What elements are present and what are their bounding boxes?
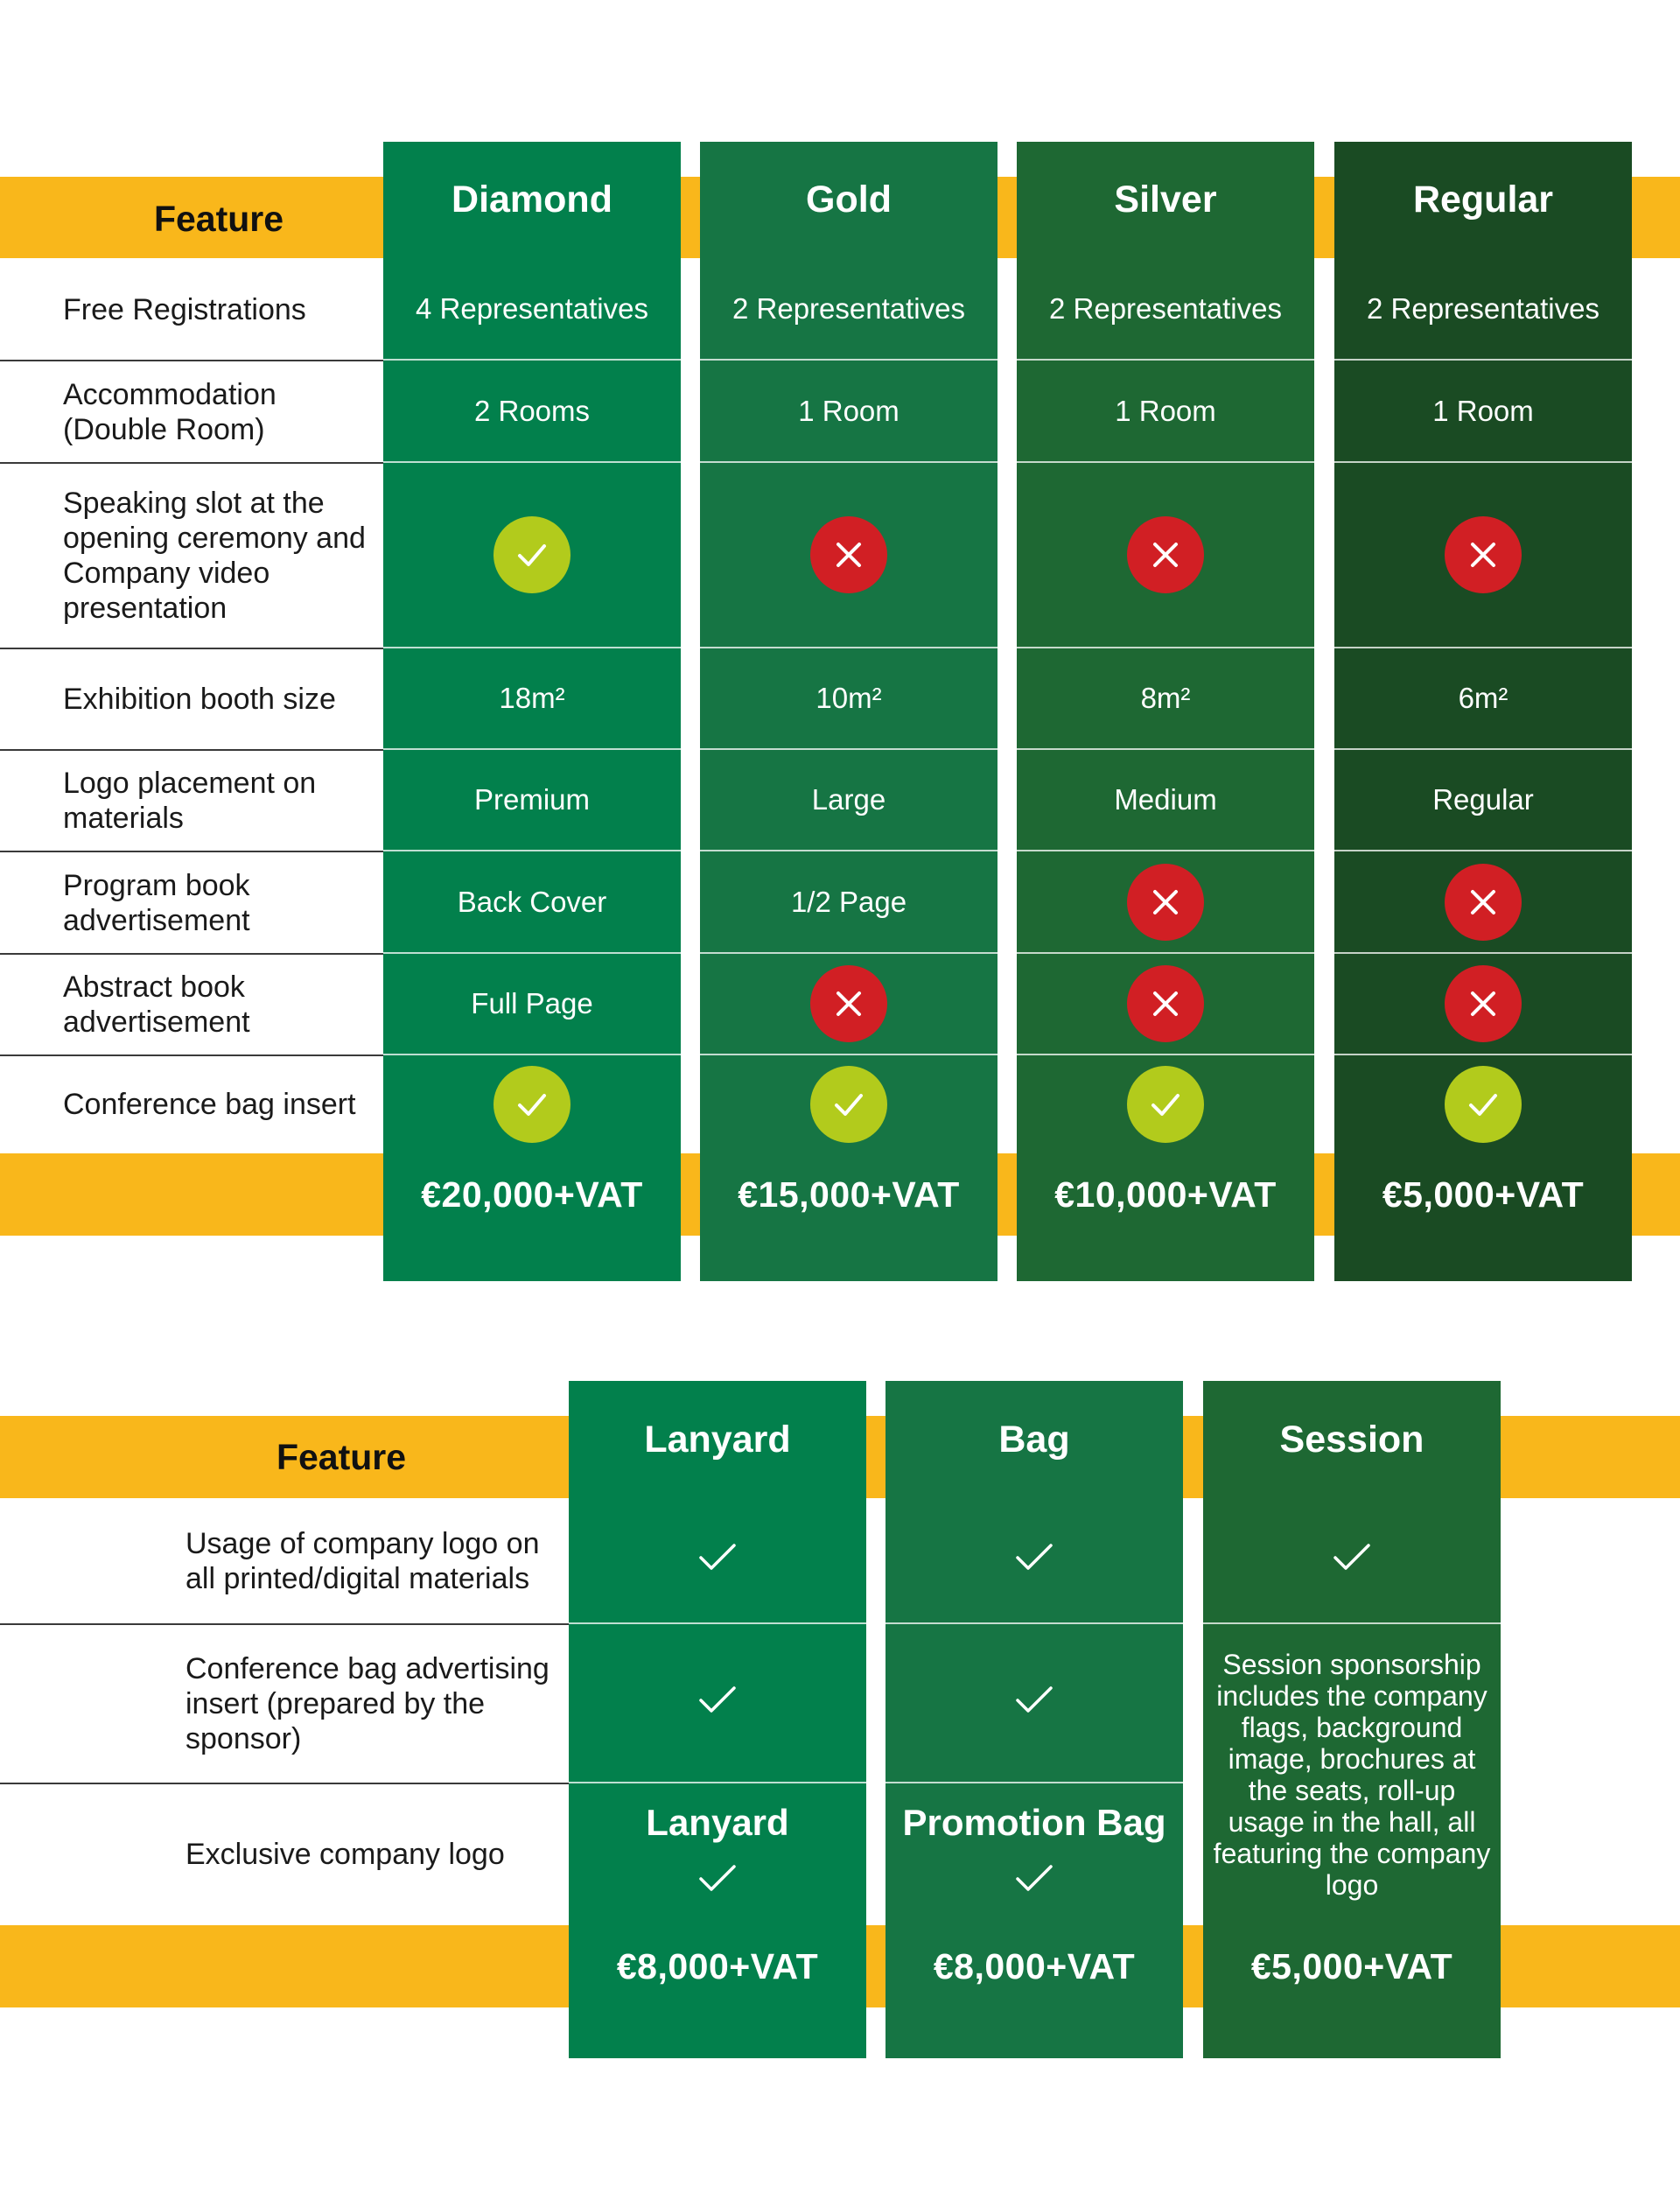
feature-label: Usage of company logo on all printed/digital materials — [186, 1527, 540, 1595]
checkmark-icon — [696, 1678, 739, 1728]
tier-cell-accommodation: 1 Room — [700, 361, 998, 463]
feature-label: Accommodation (Double Room) — [63, 377, 276, 446]
tier-column-silver — [1017, 142, 1314, 1281]
tier-cell-abstract-book: Full Page — [383, 954, 681, 1055]
tier-price: €15,000+VAT — [738, 1174, 960, 1215]
tier-cell-booth: 6m² — [1334, 648, 1632, 750]
checkmark-icon — [1012, 1856, 1056, 1907]
tier-cell-logo: Large — [700, 750, 998, 851]
tier-name: Diamond — [452, 179, 612, 221]
exclusive-item-label: Promotion Bag — [902, 1802, 1166, 1843]
tier-cell-accommodation: 1 Room — [1334, 361, 1632, 463]
package-price: €5,000+VAT — [1250, 1945, 1453, 1986]
package-cell — [569, 1498, 866, 1624]
checkmark-icon — [1012, 1678, 1056, 1728]
feature-label: Logo placement on materials — [63, 767, 317, 835]
tier-cell-logo: Medium — [1017, 750, 1314, 851]
tier-price: €10,000+VAT — [1054, 1174, 1277, 1215]
package-column-lanyard — [569, 1381, 866, 2058]
feature-label: Conference bag advertising insert (prepared by the sponsor) — [186, 1652, 550, 1755]
tier-cell-program-book: 1/2 Page — [700, 851, 998, 954]
package-name: Lanyard — [644, 1418, 791, 1461]
checkmark-icon — [1330, 1535, 1374, 1586]
package-column-bag — [886, 1381, 1183, 2058]
tier-cell-booth: 10m² — [700, 648, 998, 750]
check-icon — [494, 516, 570, 593]
tier-cell-speaking-slot — [1334, 463, 1632, 648]
tier-cell-bag-insert — [1334, 1055, 1632, 1153]
tier-cell-registrations: 2 Representatives — [1334, 258, 1632, 361]
tier-cell-accommodation: 1 Room — [1017, 361, 1314, 463]
tier-cell-accommodation: 2 Rooms — [383, 361, 681, 463]
cross-icon — [1127, 516, 1204, 593]
tier-cell-registrations: 4 Representatives — [383, 258, 681, 361]
exclusive-logo-cell — [886, 1783, 1183, 1925]
tier-price: €20,000+VAT — [421, 1174, 643, 1215]
tier-column-regular — [1334, 142, 1632, 1281]
tier-cell-speaking-slot — [1017, 463, 1314, 648]
checkmark-icon — [696, 1856, 739, 1907]
tier-cell-program-book — [1334, 851, 1632, 954]
cross-icon — [1445, 864, 1522, 941]
check-icon — [810, 1066, 887, 1143]
cross-icon — [1127, 864, 1204, 941]
package-name: Bag — [998, 1418, 1070, 1461]
checkmark-icon — [1012, 1535, 1056, 1586]
tier-cell-abstract-book — [700, 954, 998, 1055]
package-price: €8,000+VAT — [616, 1945, 819, 1986]
package-price: €8,000+VAT — [933, 1945, 1136, 1986]
tier-cell-program-book — [1017, 851, 1314, 954]
cross-icon — [1127, 965, 1204, 1042]
feature-label: Exhibition booth size — [63, 683, 336, 716]
tier-cell-bag-insert — [383, 1055, 681, 1153]
tier-name: Gold — [806, 179, 892, 221]
package-cell — [569, 1624, 866, 1783]
feature-label: Free Registrations — [63, 292, 306, 326]
package-column-session — [1203, 1381, 1501, 2058]
tier-name: Silver — [1114, 179, 1217, 221]
check-icon — [1445, 1066, 1522, 1143]
tier-cell-booth: 8m² — [1017, 648, 1314, 750]
session-description: Session sponsorship includes the company flags, background image, brochures at the seats, roll-up usage in the hall, all featuring the company logo — [1213, 1649, 1491, 1901]
package-cell — [1203, 1498, 1501, 1624]
tier-cell-logo: Regular — [1334, 750, 1632, 851]
feature-label: Program book advertisement — [63, 868, 250, 937]
feature-column-title: Feature — [153, 199, 284, 239]
check-icon — [1127, 1066, 1204, 1143]
feature-column-title: Feature — [276, 1437, 407, 1477]
tier-cell-bag-insert — [700, 1055, 998, 1153]
tier-cell-logo: Premium — [383, 750, 681, 851]
cross-icon — [810, 516, 887, 593]
tier-cell-booth: 18m² — [383, 648, 681, 750]
cross-icon — [810, 965, 887, 1042]
cross-icon — [1445, 516, 1522, 593]
exclusive-logo-cell — [569, 1783, 866, 1925]
checkmark-icon — [696, 1535, 739, 1586]
feature-label: Conference bag insert — [63, 1088, 356, 1121]
cross-icon — [1445, 965, 1522, 1042]
tier-cell-abstract-book — [1334, 954, 1632, 1055]
feature-label: Speaking slot at the opening ceremony and Company video presentation — [63, 487, 366, 625]
exclusive-item-label: Lanyard — [646, 1802, 789, 1843]
tier-column-diamond — [383, 142, 681, 1281]
package-name: Session — [1279, 1418, 1424, 1461]
tier-column-gold — [700, 142, 998, 1281]
tier-cell-bag-insert — [1017, 1055, 1314, 1153]
tier-name: Regular — [1412, 179, 1554, 221]
tier-price: €5,000+VAT — [1382, 1174, 1585, 1215]
tier-cell-speaking-slot — [383, 463, 681, 648]
package-cell — [886, 1498, 1183, 1624]
tier-cell-registrations: 2 Representatives — [700, 258, 998, 361]
check-icon — [494, 1066, 570, 1143]
tier-cell-abstract-book — [1017, 954, 1314, 1055]
feature-label: Exclusive company logo — [186, 1838, 505, 1871]
feature-label: Abstract book advertisement — [63, 970, 250, 1039]
tier-cell-program-book: Back Cover — [383, 851, 681, 954]
tier-cell-registrations: 2 Representatives — [1017, 258, 1314, 361]
tier-cell-speaking-slot — [700, 463, 998, 648]
package-cell — [886, 1624, 1183, 1783]
